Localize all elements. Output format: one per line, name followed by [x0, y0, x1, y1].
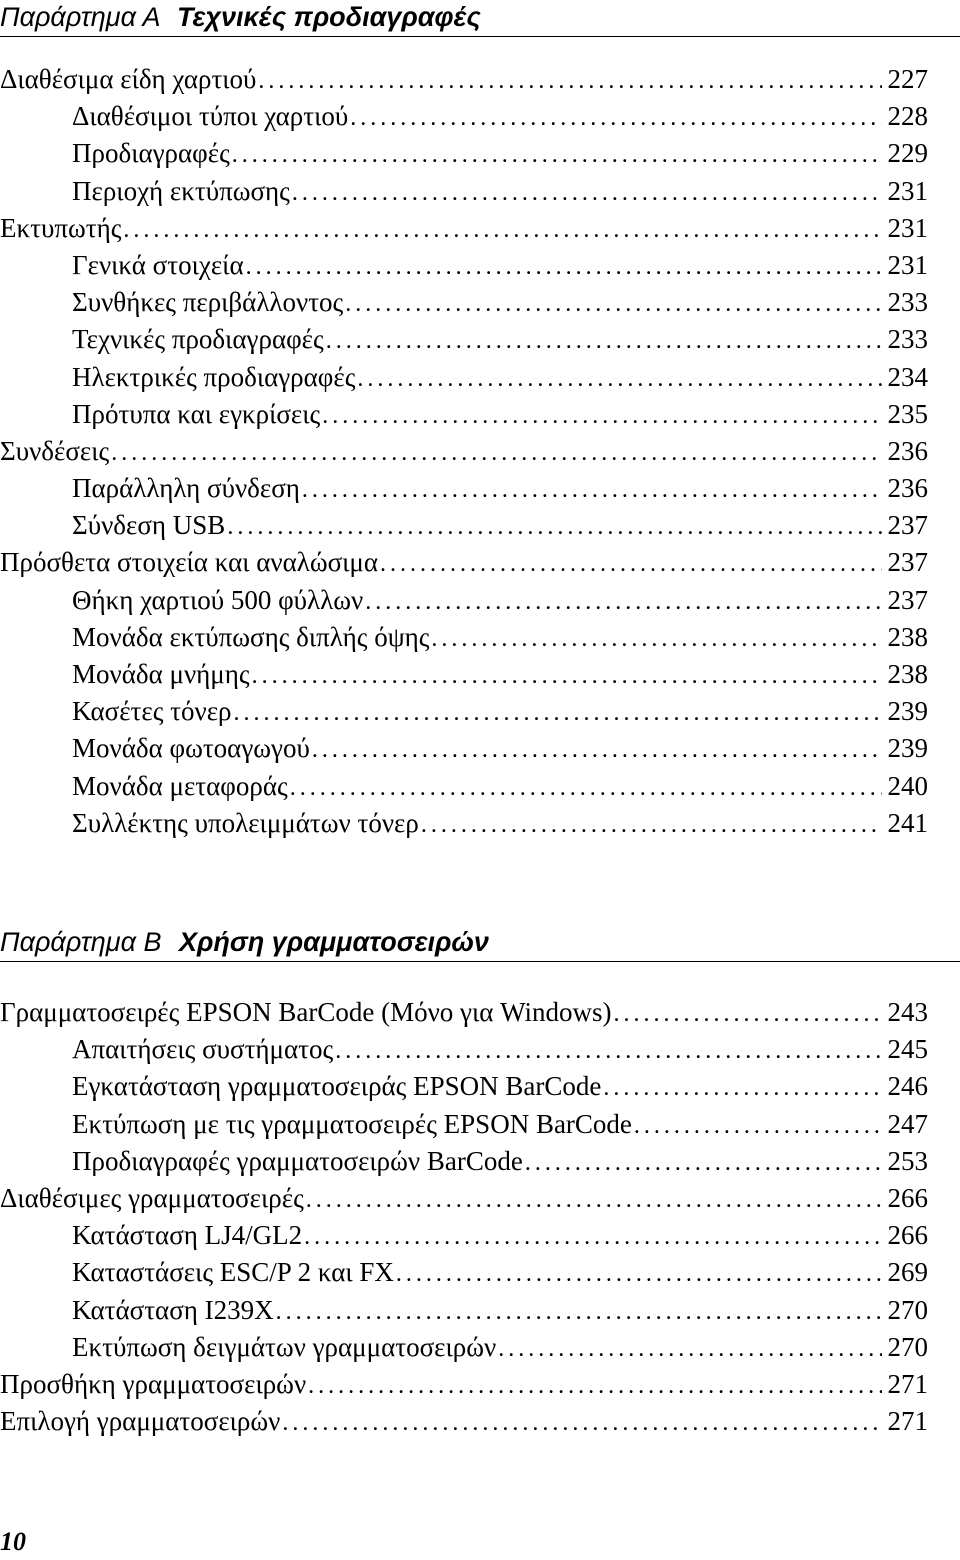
- toc-entry[interactable]: [0, 619, 928, 656]
- toc-entry-page: 235: [887, 398, 928, 429]
- toc-entry[interactable]: [0, 1180, 928, 1217]
- toc-dot-leader: [498, 1331, 881, 1368]
- toc-entry[interactable]: [0, 396, 928, 433]
- toc-dot-leader: [308, 1368, 881, 1405]
- toc-entry-title: Εγκατάσταση γραμματοσειράς EPSON BarCode: [72, 1071, 602, 1102]
- toc-entry[interactable]: [0, 656, 928, 693]
- toc-entry-title: Προδιαγραφές: [72, 138, 230, 169]
- toc-entry[interactable]: [0, 470, 928, 507]
- toc-entry-title: Περιοχή εκτύπωσης: [72, 175, 290, 206]
- toc-dot-leader: [258, 63, 881, 100]
- toc-entry[interactable]: [0, 994, 928, 1031]
- toc-entry-title: Μονάδα φωτοαγωγού: [72, 733, 310, 764]
- toc-entry-page: 233: [887, 287, 928, 318]
- toc-entry-page: 246: [887, 1071, 928, 1102]
- toc-dot-leader: [634, 1108, 882, 1145]
- toc-entry-page: 237: [887, 547, 928, 578]
- toc-dot-leader: [227, 509, 881, 546]
- toc-entry-title: Συλλέκτης υπολειμμάτων τόνερ: [72, 807, 419, 838]
- toc-entry[interactable]: [0, 247, 928, 284]
- toc-entry-title: Προδιαγραφές γραμματοσειρών BarCode: [72, 1145, 523, 1176]
- toc-dot-leader: [302, 472, 882, 509]
- toc-entry-title: Γραμματοσειρές EPSON BarCode (Μόνο για Windows): [0, 997, 612, 1027]
- toc-dot-leader: [276, 1294, 882, 1331]
- toc-entry-page: 236: [887, 435, 928, 466]
- toc-entry-title: Εκτυπωτής: [0, 212, 122, 243]
- toc-dot-leader: [246, 249, 882, 286]
- toc-dot-leader: [345, 286, 881, 323]
- toc-entry[interactable]: [0, 582, 928, 619]
- toc-entry-title: Καταστάσεις ESC/P 2 και FX: [72, 1257, 394, 1288]
- toc-entry-page: 237: [887, 510, 928, 541]
- toc-dot-leader: [421, 807, 882, 844]
- toc-entry-title: Παράλληλη σύνδεση: [72, 473, 300, 504]
- toc-dot-leader: [365, 584, 881, 621]
- toc-entry-title: Κατάσταση I239X: [72, 1294, 274, 1325]
- toc-entry[interactable]: [0, 507, 928, 544]
- toc-entry-page: 234: [887, 361, 928, 392]
- toc-entry-page: 270: [887, 1294, 928, 1325]
- appendix-a-toc: [0, 61, 928, 842]
- toc-dot-leader: [123, 212, 881, 249]
- toc-entry[interactable]: [0, 693, 928, 730]
- appendix-b-toc: [0, 994, 928, 1440]
- toc-entry-page: 253: [887, 1145, 928, 1176]
- toc-dot-leader: [603, 1070, 881, 1107]
- toc-entry[interactable]: [0, 1031, 928, 1068]
- toc-entry[interactable]: [0, 359, 928, 396]
- toc-dot-leader: [312, 732, 882, 769]
- appendix-a-title: Τεχνικές προδιαγραφές: [177, 2, 481, 32]
- toc-entry-title: Συνθήκες περιβάλλοντος: [72, 287, 344, 318]
- toc-dot-leader: [322, 398, 881, 435]
- toc-dot-leader: [292, 175, 882, 212]
- toc-entry[interactable]: [0, 433, 928, 470]
- toc-entry-page: 241: [887, 807, 928, 838]
- toc-entry-title: Μονάδα μνήμης: [72, 659, 250, 689]
- toc-entry[interactable]: [0, 768, 928, 805]
- toc-entry[interactable]: [0, 61, 928, 98]
- toc-dot-leader: [282, 1405, 881, 1442]
- toc-entry[interactable]: [0, 1254, 928, 1291]
- toc-entry-title: Τεχνικές προδιαγραφές: [72, 324, 324, 355]
- toc-dot-leader: [431, 621, 881, 658]
- toc-dot-leader: [111, 435, 881, 472]
- toc-entry-page: 227: [887, 64, 928, 94]
- toc-dot-leader: [290, 770, 882, 807]
- toc-entry-page: 231: [887, 249, 928, 280]
- toc-dot-leader: [357, 361, 881, 398]
- toc-entry-page: 239: [887, 733, 928, 764]
- toc-entry-page: 240: [887, 770, 928, 801]
- toc-entry[interactable]: [0, 1068, 928, 1105]
- toc-entry[interactable]: [0, 544, 928, 581]
- toc-entry-page: 245: [887, 1034, 928, 1065]
- toc-entry-page: 271: [887, 1406, 928, 1437]
- toc-entry-page: 238: [887, 659, 928, 689]
- toc-dot-leader: [232, 137, 882, 174]
- toc-entry[interactable]: [0, 1143, 928, 1180]
- toc-entry[interactable]: [0, 1106, 928, 1143]
- toc-entry-title: Απαιτήσεις συστήματος: [72, 1034, 334, 1065]
- toc-entry-title: Εκτύπωση με τις γραμματοσειρές EPSON BarCode: [72, 1108, 632, 1139]
- toc-entry-title: Διαθέσιμες γραμματοσειρές: [0, 1182, 304, 1213]
- toc-entry-page: 243: [887, 997, 928, 1027]
- toc-entry-page: 239: [887, 696, 928, 727]
- toc-entry-page: 237: [887, 584, 928, 615]
- appendix-a-heading: [0, 0, 960, 37]
- toc-entry[interactable]: [0, 805, 928, 842]
- toc-entry-title: Προσθήκη γραμματοσειρών: [0, 1368, 307, 1399]
- toc-entry[interactable]: [0, 1217, 928, 1254]
- toc-entry[interactable]: [0, 1366, 928, 1403]
- toc-entry-page: 231: [887, 175, 928, 206]
- appendix-b-label: Παράρτημα Β: [0, 927, 162, 957]
- toc-entry-title: Διαθέσιμοι τύποι χαρτιού: [72, 101, 349, 132]
- toc-dot-leader: [614, 996, 882, 1033]
- toc-entry[interactable]: [0, 1292, 928, 1329]
- toc-entry[interactable]: [0, 284, 928, 321]
- toc-entry[interactable]: [0, 1403, 928, 1440]
- appendix-b-title: Χρήση γραμματοσειρών: [179, 927, 489, 957]
- toc-dot-leader: [525, 1145, 882, 1182]
- toc-entry-page: 266: [887, 1182, 928, 1213]
- appendix-b-heading: [0, 925, 960, 962]
- toc-entry[interactable]: [0, 730, 928, 767]
- toc-entry-title: Μονάδα εκτύπωσης διπλής όψης: [72, 621, 430, 652]
- toc-entry-title: Διαθέσιμα είδη χαρτιού: [0, 64, 257, 94]
- toc-entry-title: Κασέτες τόνερ: [72, 696, 232, 727]
- toc-dot-leader: [335, 1033, 881, 1070]
- toc-entry-title: Σύνδεση USB: [72, 510, 226, 541]
- toc-entry-page: 266: [887, 1220, 928, 1251]
- toc-entry[interactable]: [0, 210, 928, 247]
- toc-entry-title: Επιλογή γραμματοσειρών: [0, 1406, 281, 1437]
- toc-entry-page: 233: [887, 324, 928, 355]
- toc-entry-title: Συνδέσεις: [0, 435, 110, 466]
- toc-entry-title: Γενικά στοιχεία: [72, 249, 244, 280]
- toc-dot-leader: [252, 658, 882, 695]
- toc-entry[interactable]: [0, 173, 928, 210]
- toc-entry-title: Πρότυπα και εγκρίσεις: [72, 398, 321, 429]
- toc-entry-page: 229: [887, 138, 928, 169]
- toc-entry-page: 236: [887, 473, 928, 504]
- appendix-a-label: Παράρτημα Α: [0, 2, 160, 32]
- toc-entry-page: 271: [887, 1368, 928, 1399]
- toc-entry-title: Κατάσταση LJ4/GL2: [72, 1220, 303, 1251]
- toc-entry-page: 270: [887, 1331, 928, 1362]
- toc-dot-leader: [306, 1182, 882, 1219]
- toc-entry-title: Θήκη χαρτιού 500 φύλλων: [72, 584, 364, 615]
- toc-entry-page: 247: [887, 1108, 928, 1139]
- toc-entry[interactable]: [0, 1329, 928, 1366]
- toc-dot-leader: [304, 1219, 881, 1256]
- page-number: 10: [0, 1527, 26, 1556]
- toc-entry-title: Πρόσθετα στοιχεία και αναλώσιμα: [0, 547, 379, 578]
- toc-entry-page: 231: [887, 212, 928, 243]
- toc-entry-page: 238: [887, 621, 928, 652]
- toc-entry[interactable]: [0, 321, 928, 358]
- toc-entry-page: 269: [887, 1257, 928, 1288]
- toc-entry-title: Μονάδα μεταφοράς: [72, 770, 288, 801]
- toc-entry-page: 228: [887, 101, 928, 132]
- toc-dot-leader: [396, 1256, 882, 1293]
- toc-entry[interactable]: [0, 135, 928, 172]
- toc-dot-leader: [234, 695, 882, 732]
- toc-entry-title: Ηλεκτρικές προδιαγραφές: [72, 361, 356, 392]
- toc-entry[interactable]: [0, 98, 928, 135]
- toc-entry-title: Εκτύπωση δειγμάτων γραμματοσειρών: [72, 1331, 497, 1362]
- toc-dot-leader: [350, 100, 881, 137]
- toc-dot-leader: [380, 546, 881, 583]
- toc-dot-leader: [326, 323, 882, 360]
